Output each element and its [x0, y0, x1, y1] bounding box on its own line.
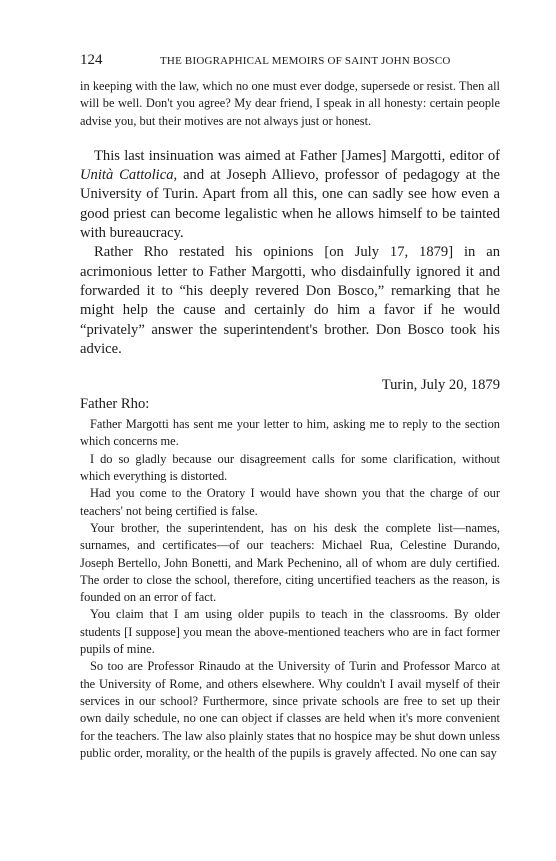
letter-dateline: Turin, July 20, 1879: [381, 377, 500, 394]
narrative-paragraph-2: Rather Rho restated his opinions [on July 17, 1879] in an acrimonious letter to Father Margotti, who disdainfully ignored it and forwarded it to “his deeply revered Don Bosco,” remarking that he might help the cause and certainly do him a favor if he would “privately” answer the superintendent's brother. Don Bosco took his advice.: [80, 244, 500, 357]
narrative-p1-end: , and at Joseph Allievo, professor of pedagogy at the University of Turin. Apart from all this, one can sadly see how even a good priest can become legalistic when he allows himself to be tainted with bureaucracy.: [80, 167, 500, 242]
running-head: THE BIOGRAPHICAL MEMOIRS OF SAINT JOHN BOSCO: [160, 55, 451, 67]
letter-paragraph: So too are Professor Rinaudo at the University of Turin and Professor Marco at the University of Rome, and others elsewhere. Why couldn't I avail myself of their services in our school? Furthermore, since private schools are free to set up their own daily schedule, no one can object if classes are held when it's more convenient for the teachers. The law also plainly states that no hospice may be shut down unless public order, morality, or the health of the pupils is gravely affected. No one can say: [80, 659, 500, 760]
letter-paragraph: I do so gladly because our disagreement calls for some clarification, without which everything is distorted.: [80, 451, 500, 484]
newspaper-title: Unità Cattolica: [80, 167, 174, 184]
letter-paragraph: Your brother, the superintendent, has on his desk the complete list—names, surnames, and certificates—of our teachers: Michael Rua, Celestine Durando, Joseph Bertello, John Bonetti, and Mark Pechenino, all of whom are duly certified. The order to close the school, therefore, citing uncertified teachers as the reason, is founded on an error of fact.: [80, 520, 500, 605]
narrative-text: [80, 147, 500, 359]
page-number: 124: [80, 52, 103, 68]
letter-paragraph: You claim that I am using older pupils to teach in the classrooms. By older students [I suppose] you mean the above-mentioned teachers who are in fact former pupils of mine.: [80, 607, 500, 657]
letter-salutation: Father Rho:: [80, 396, 150, 413]
book-page: [80, 52, 500, 762]
quote-paragraph: in keeping with the law, which no one must ever dodge, supersede or resist. Then all will be well. Don't you agree? My dear friend, I speak in all honesty: certain people advise you, but their motives are not always just or honest.: [80, 79, 500, 128]
narrative-paragraph-1: [80, 147, 500, 243]
quote-continuation: [80, 78, 500, 130]
letter-paragraph: Had you come to the Oratory I would have shown you that the charge of our teachers' not being certified is false.: [80, 486, 500, 518]
narrative-p1-start: This last insinuation was aimed at Father [James] Margotti, editor of: [94, 147, 500, 164]
page-header: [80, 52, 500, 78]
letter-body: [80, 416, 500, 762]
letter-paragraph: Father Margotti has sent me your letter to him, asking me to reply to the section which concerns me.: [80, 417, 500, 449]
